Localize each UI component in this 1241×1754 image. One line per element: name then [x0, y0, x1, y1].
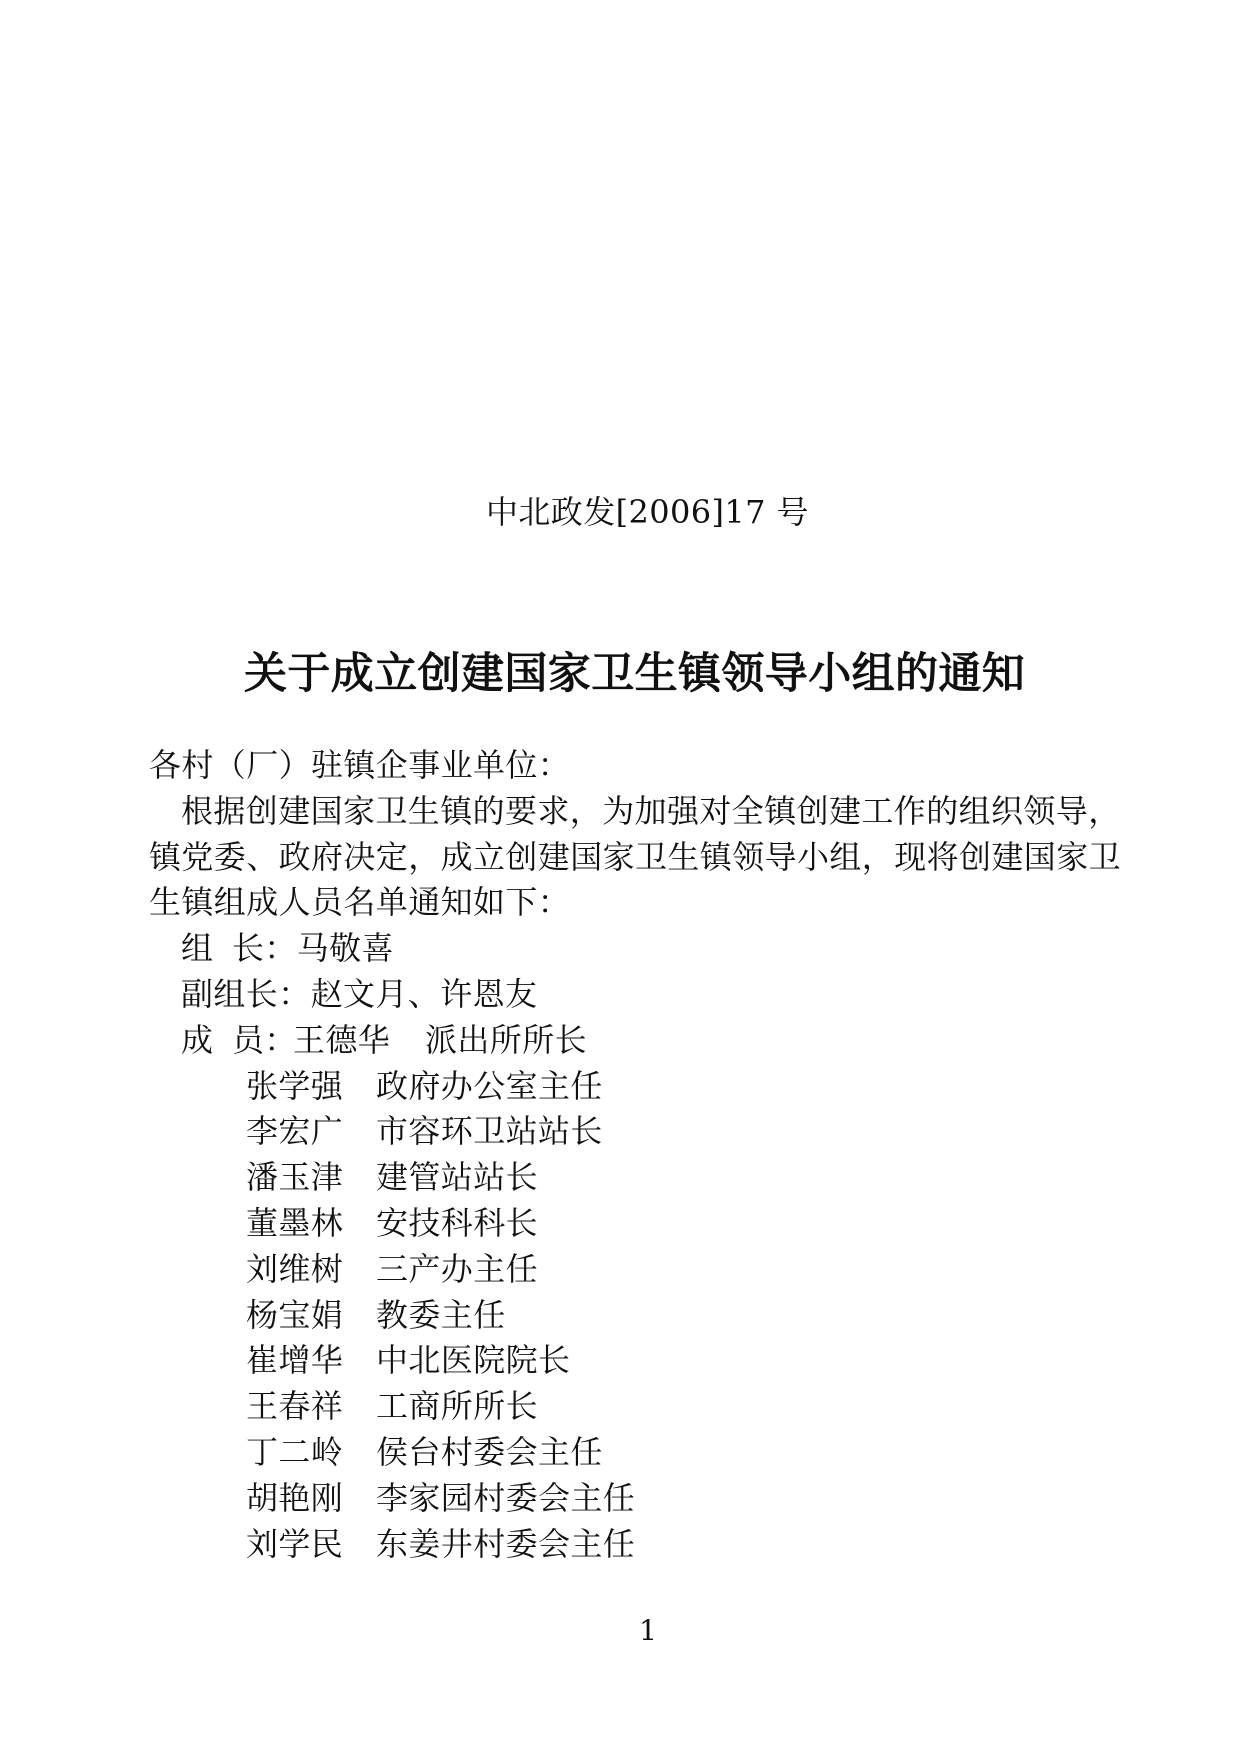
member-position: 派出所所长 [425, 1020, 588, 1059]
document-number: 中北政发[2006]17 号 [486, 493, 809, 531]
member-position: 工商所所长 [376, 1387, 539, 1426]
member-position: 侯台村委会主任 [376, 1432, 603, 1471]
salutation: 各村（厂）驻镇企事业单位： [149, 746, 571, 784]
member-position: 中北医院院长 [376, 1341, 571, 1380]
member-name: 王春祥 [246, 1387, 344, 1426]
member-row [149, 1476, 1129, 1522]
member-position: 李家园村委会主任 [376, 1478, 636, 1517]
member-row [149, 1109, 1129, 1155]
member-name: 潘玉津 [246, 1158, 344, 1197]
member-row [149, 1430, 1129, 1476]
member-name: 胡艳刚 [246, 1478, 344, 1517]
member-position: 政府办公室主任 [376, 1066, 603, 1105]
member-row [149, 1384, 1129, 1430]
leader-name: 马敬喜 [296, 929, 394, 968]
member-row [149, 1522, 1129, 1568]
deputy-names: 赵文月、许恩友 [310, 974, 538, 1013]
deputy-row [149, 972, 1129, 1018]
member-name: 王德华 [293, 1020, 391, 1059]
leader-label: 组 长： [181, 929, 297, 968]
member-position: 东姜井村委会主任 [376, 1524, 636, 1563]
member-row [149, 1155, 1129, 1201]
member-name: 丁二岭 [246, 1432, 344, 1471]
member-name: 刘维树 [246, 1249, 344, 1288]
member-position: 教委主任 [376, 1295, 506, 1334]
body-line: 镇党委、政府决定，成立创建国家卫生镇领导小组，现将创建国家卫 [149, 837, 1122, 876]
body-line: 根据创建国家卫生镇的要求，为加强对全镇创建工作的组织领导， [181, 791, 1121, 830]
member-position: 建管站站长 [376, 1158, 539, 1197]
leader-row [149, 926, 1129, 972]
member-row [149, 1064, 1129, 1110]
body-line: 生镇组成人员名单通知如下： [149, 883, 571, 922]
member-row [149, 1201, 1129, 1247]
document-body [149, 743, 1129, 1567]
member-name: 刘学民 [246, 1524, 344, 1563]
member-position: 三产办主任 [376, 1249, 539, 1288]
document-title: 关于成立创建国家卫生镇领导小组的通知 [244, 649, 1026, 699]
member-row [149, 1338, 1129, 1384]
member-position: 市容环卫站站长 [376, 1112, 603, 1151]
member-name: 李宏广 [246, 1112, 344, 1151]
member-name: 董墨林 [246, 1203, 344, 1242]
member-position: 安技科科长 [376, 1203, 539, 1242]
member-row [149, 1247, 1129, 1293]
deputy-label: 副组长： [181, 974, 311, 1013]
member-row [149, 1018, 1129, 1064]
member-name: 张学强 [246, 1066, 344, 1105]
member-row [149, 1293, 1129, 1339]
member-name: 崔增华 [246, 1341, 344, 1380]
member-name: 杨宝娟 [246, 1295, 344, 1334]
members-label: 成 员： [181, 1020, 297, 1059]
page-number: 1 [639, 1614, 657, 1647]
